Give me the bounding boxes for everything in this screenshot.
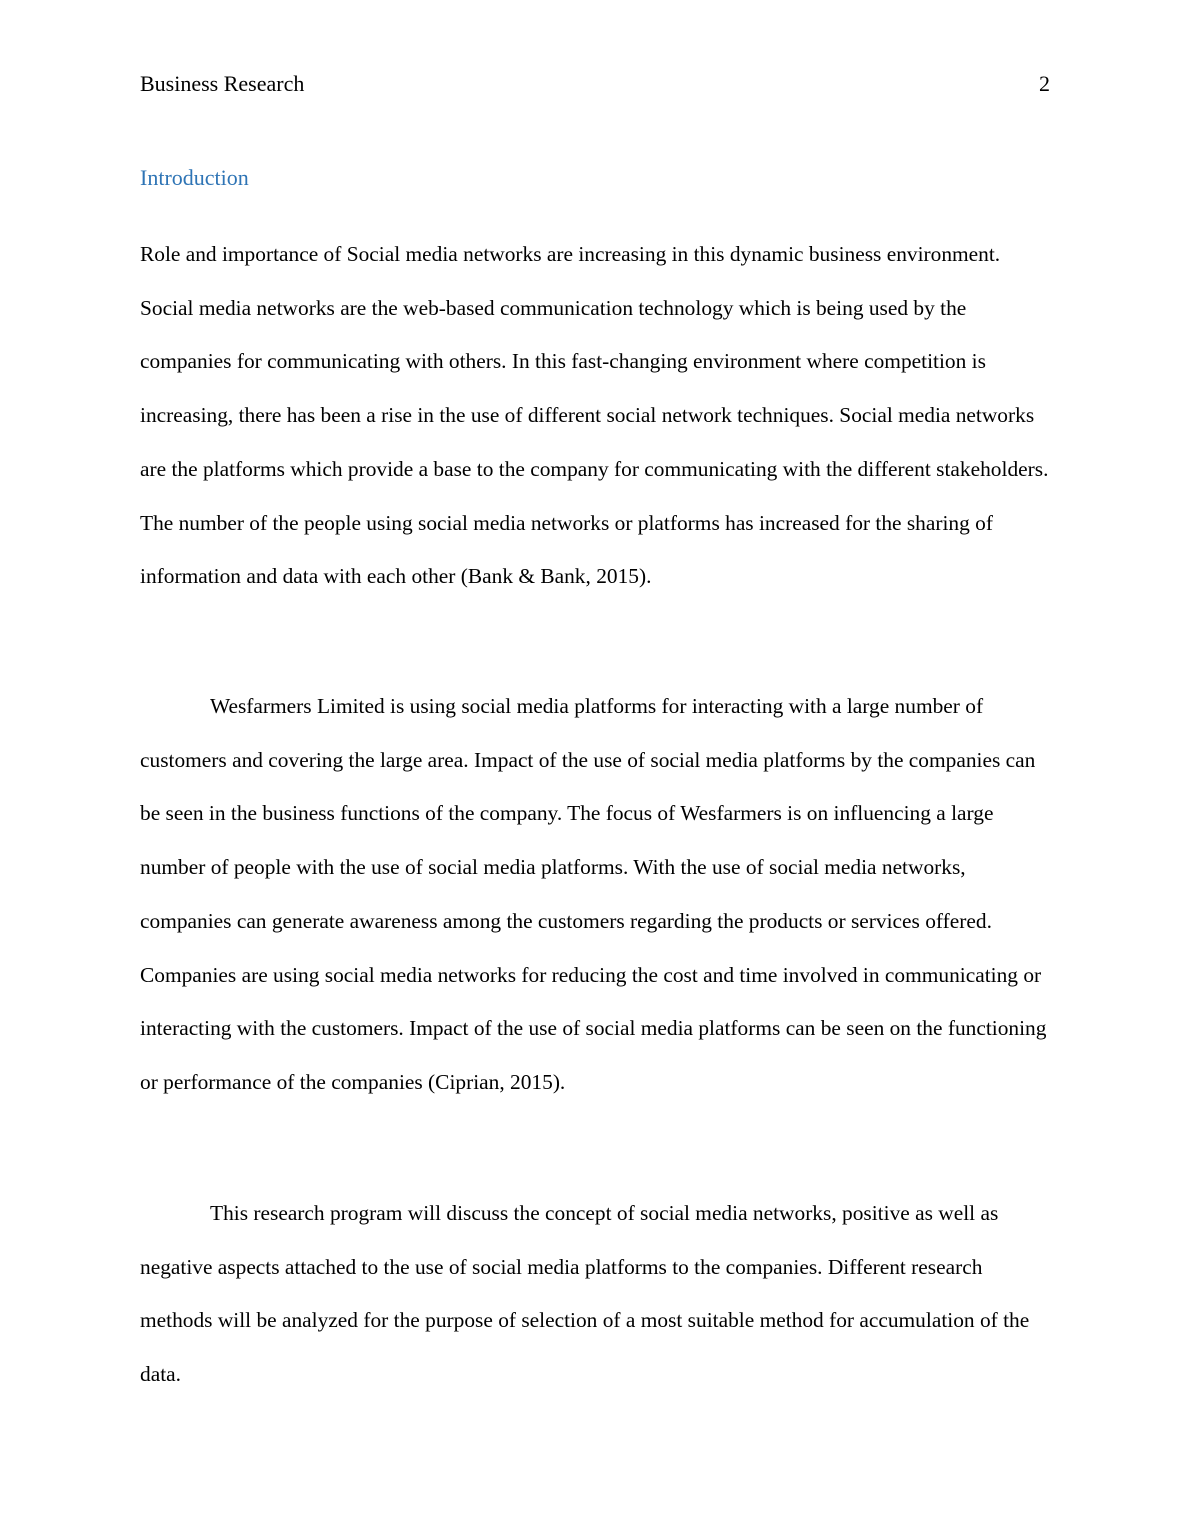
section-heading: Introduction: [140, 165, 249, 190]
paragraph-2: Wesfarmers Limited is using social media platforms for interacting with a large number of customers and covering the large area. Impact of the use of social media platforms by the companies can be seen in the business functions of the company. The focus of Wesfarmers is on influencing a large number of people with the use of social media platforms. With the use of social media networks, companies can generate awareness among the customers regarding the products or services offered. Companies are using social media networks for reducing the cost and time involved in communicating or interacting with the customers. Impact of the use of social media platforms can be seen on the functioning or performance of the companies (Ciprian, 2015).: [140, 694, 1047, 1094]
page-header: [140, 70, 1050, 100]
paragraph-3: This research program will discuss the concept of social media networks, positive as well as negative aspects attached to the use of social media platforms to the companies. Different research methods will be analyzed for the purpose of selection of a most suitable method for accumulation of the data.: [140, 1201, 1030, 1387]
header-title: Business Research: [140, 71, 305, 96]
paragraph-1: Role and importance of Social media networks are increasing in this dynamic business environment. Social media networks are the web-based communication technology which is being used by the companies for communicating with others. In this fast-changing environment where competition is increasing, there has been a rise in the use of different social network techniques. Social media networks are the platforms which provide a base to the company for communicating with the different stakeholders. The number of the people using social media networks or platforms has increased for the sharing of information and data with each other (Bank & Bank, 2015).: [140, 242, 1049, 589]
page-number: 2: [1039, 71, 1050, 96]
